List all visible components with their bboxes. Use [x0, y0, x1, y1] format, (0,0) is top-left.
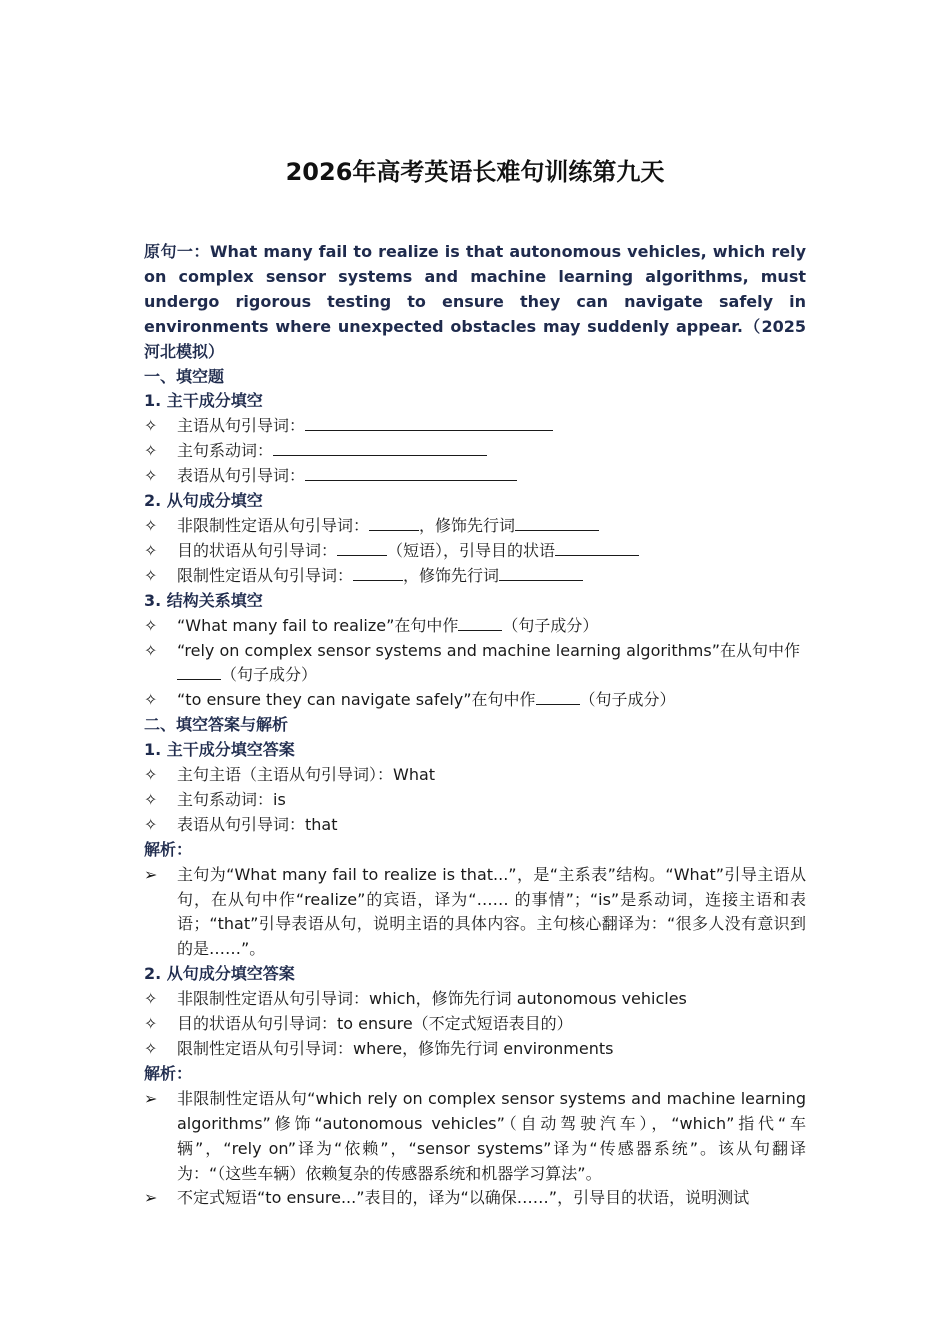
section-1-heading: 一、填空题: [144, 366, 225, 386]
page-title: 2026年高考英语长难句训练第九天: [285, 158, 665, 186]
fill-blank[interactable]: [499, 565, 583, 581]
document-body: [144, 240, 806, 1211]
list-item: ✧ 目的状语从句引导词：to ensure（不定式短语表目的）: [144, 1012, 806, 1037]
section-2-heading: 二、填空答案与解析: [144, 715, 289, 735]
analysis-label: 解析：: [144, 839, 193, 859]
diamond-bullet-icon: ✧: [144, 690, 158, 710]
diamond-bullet-icon: ✧: [144, 615, 158, 635]
diamond-bullet-icon: ✧: [144, 989, 158, 1009]
list-item: ✧ 表语从句引导词：: [144, 464, 806, 489]
part-3-heading: 3. 结构关系填空: [144, 590, 263, 610]
diamond-bullet-icon: ✧: [144, 565, 158, 585]
diamond-bullet-icon: ✧: [144, 1039, 158, 1058]
part-1-heading: 1. 主干成分填空: [144, 391, 263, 411]
fill-blank[interactable]: [337, 540, 387, 556]
analysis-paragraph: ➢ 非限制性定语从句“which rely on complex sensor systems and machine learning algorithms”修饰“autonomous vehicles”（自动驾驶汽车），“which”指代“车辆”，“rely on”译为“依赖”，“sensor systems”译为“传感器系统”。该从句翻译为：“（这些车辆）依赖复杂的传感器系统和机器学习算法”。: [144, 1088, 806, 1183]
original-sentence-text: What many fail to realize is that autonomous vehicles, which rely on complex sensor systems and machine learning algorithms, must undergo rigorous testing to ensure they can navigate safely in environments where unexpected obstacles may suddenly appear.（2025河北模拟）: [144, 242, 806, 361]
fill-blank[interactable]: [555, 540, 639, 556]
diamond-bullet-icon: ✧: [144, 441, 158, 461]
list-item: ✧ 非限制性定语从句引导词： ，修饰先行词: [144, 514, 806, 539]
fill-blank[interactable]: [536, 689, 580, 705]
fill-blank[interactable]: [515, 515, 599, 531]
list-item: ✧ 表语从句引导词：that: [144, 813, 806, 838]
original-sentence-label: 原句一：: [144, 242, 210, 261]
answer-part-1-heading: 1. 主干成分填空答案: [144, 740, 295, 760]
list-item: ✧ 主句系动词：: [144, 439, 806, 464]
analysis-label: 解析：: [144, 1063, 193, 1083]
list-item: ✧ 目的状语从句引导词： （短语），引导目的状语: [144, 539, 806, 564]
fill-blank[interactable]: [353, 565, 403, 581]
list-item: ✧ 主句系动词：is: [144, 788, 806, 813]
fill-blank[interactable]: [458, 615, 502, 631]
analysis-paragraph: ➢ 主句为“What many fail to realize is that...”，是“主系表”结构。“What”引导主语从句，在从句中作“realize”的宾语，译为“…… 的事情”；“is”是系动词，连接主语和表语；“that”引导表语从句，说明主语的具体内容。主句核心翻译为：“很多人没有意识到的是……”。: [144, 864, 806, 959]
arrow-bullet-icon: ➢: [144, 1088, 158, 1108]
fill-blank[interactable]: [177, 664, 221, 680]
diamond-bullet-icon: ✧: [144, 466, 158, 486]
diamond-bullet-icon: ✧: [144, 416, 158, 436]
diamond-bullet-icon: ✧: [144, 1014, 158, 1034]
diamond-bullet-icon: ✧: [144, 789, 158, 809]
list-item: ✧ “rely on complex sensor systems and machine learning algorithms”在从句中作（句子成分）: [144, 640, 801, 685]
diamond-bullet-icon: ✧: [144, 515, 158, 535]
list-item: ✧ “What many fail to realize”在句中作 （句子成分）: [144, 614, 806, 639]
list-item: ✧ 主句主语（主语从句引导词）：What: [144, 763, 806, 788]
arrow-bullet-icon: ➢: [144, 864, 158, 884]
arrow-bullet-icon: ➢: [144, 1188, 158, 1208]
list-item: ✧ “to ensure they can navigate safely”在句中作 （句子成分）: [144, 688, 806, 713]
list-item: ✧ 主语从句引导词：: [144, 414, 806, 439]
fill-blank[interactable]: [273, 440, 487, 456]
fill-blank[interactable]: [305, 415, 553, 431]
analysis-paragraph: ➢ 不定式短语“to ensure...”表目的，译为“以确保……”，引导目的状语，说明测试: [144, 1186, 806, 1211]
diamond-bullet-icon: ✧: [144, 814, 158, 834]
list-item: ✧ 限制性定语从句引导词：where，修饰先行词 environments: [144, 1037, 806, 1062]
original-sentence: [144, 240, 806, 365]
answer-part-2-heading: 2. 从句成分填空答案: [144, 964, 295, 984]
list-item: ✧ 非限制性定语从句引导词：which，修饰先行词 autonomous vehicles: [144, 987, 806, 1012]
diamond-bullet-icon: ✧: [144, 540, 158, 560]
list-item: ✧ 限制性定语从句引导词： ，修饰先行词: [144, 564, 806, 589]
part-2-heading: 2. 从句成分填空: [144, 491, 263, 511]
fill-blank[interactable]: [305, 465, 517, 481]
diamond-bullet-icon: ✧: [144, 640, 158, 660]
diamond-bullet-icon: ✧: [144, 765, 158, 785]
fill-blank[interactable]: [369, 515, 419, 531]
